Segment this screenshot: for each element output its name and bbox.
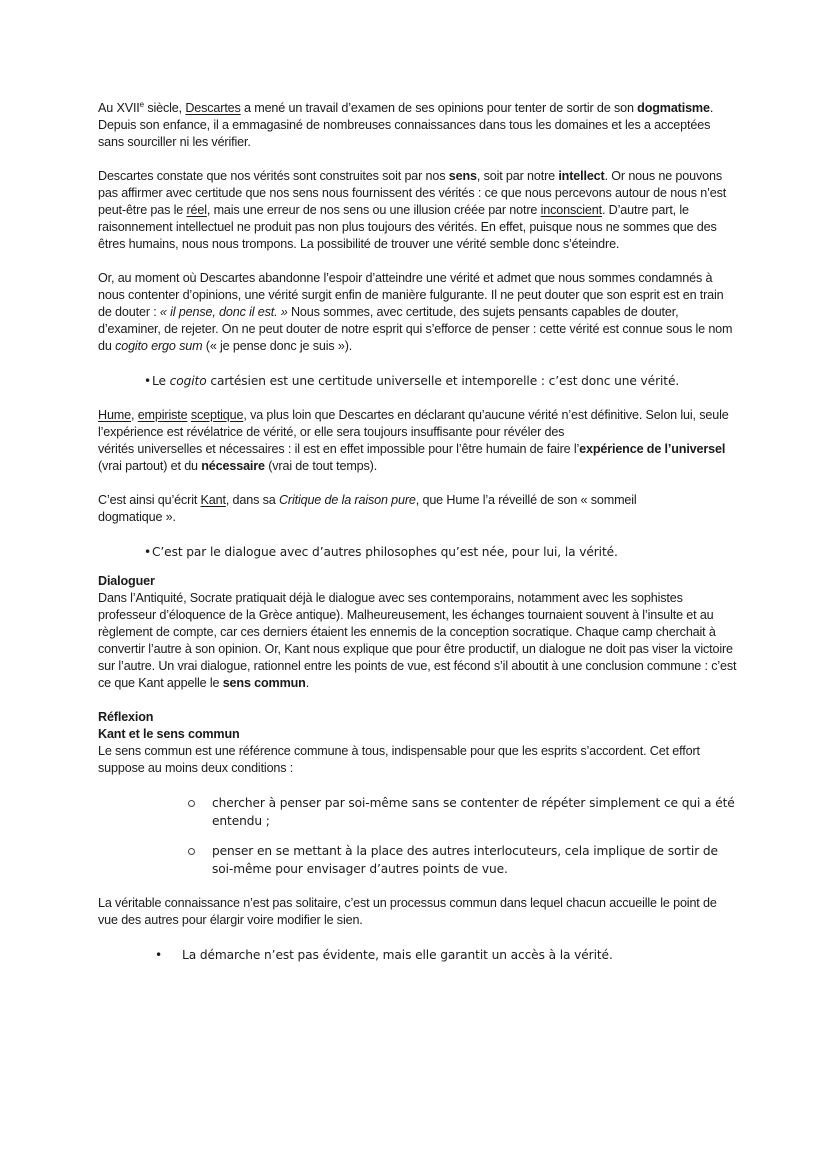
paragraph-intro: Au XVIIe siècle, Descartes a mené un travail d’examen de ses opinions pour tenter de sortir de son dogmatisme. Depuis son enfance, il a emmagasiné de nombreuses connaissances dans tous les domaines et les a acceptées sans sourciller ni les vérifier. <box>98 99 714 149</box>
term-sens: sens <box>448 169 477 183</box>
paragraph-kant-critique: C’est ainsi qu’écrit Kant, dans sa Critique de la raison pure, que Hume l’a réveillé de son « sommeil dogmatique ». <box>98 493 637 524</box>
title-critique-raison-pure: Critique de la raison pure <box>278 493 416 507</box>
conditions-list <box>98 794 738 878</box>
bullet-dot-icon: • <box>144 545 152 559</box>
paragraph-sens-commun: Le sens commun est une référence commune à tous, indispensable pour que les esprits s’accordent. Cet effort suppose au moins deux conditions : <box>98 744 700 775</box>
term-sceptique: sceptique <box>190 408 244 422</box>
paragraph-cogito: Or, au moment où Descartes abandonne l’espoir d’atteindre une vérité et admet que nous sommes condamnés à nous contenter d’opinions, une vérité surgit enfin de manière fulgurante. Il ne peut douter que son esprit est en train de douter : « il pense, donc il est. » Nous sommes, avec certitude, des sujets pensants capables de douter, d’examiner, de rejeter. On ne peut douter de notre esprit qui s’efforce de penser : cette vérité est connue sous le nom du cogito ergo sum (« je pense donc je suis »). <box>98 271 733 353</box>
circle-bullet-icon <box>188 800 195 807</box>
bullet-dialogue: • C’est par le dialogue avec d’autres philosophes qu’est née, pour lui, la vérité. <box>144 545 618 559</box>
subheading-kant-sens-commun: Kant et le sens commun <box>98 727 240 741</box>
heading-dialoguer: Dialoguer <box>98 574 155 588</box>
bullet-dot-icon: • <box>144 374 152 388</box>
descartes-link: Descartes <box>185 101 241 115</box>
term-hume: Hume <box>98 408 131 422</box>
term-sens-commun: sens commun <box>222 676 306 690</box>
bullet-dot-icon: • <box>155 948 163 962</box>
circle-bullet-icon <box>188 848 195 855</box>
term-reel: réel <box>186 203 207 217</box>
heading-reflexion: Réflexion <box>98 710 154 724</box>
document-page <box>98 100 738 964</box>
term-inconscient: inconscient <box>540 203 602 217</box>
term-empiriste: empiriste <box>137 408 188 422</box>
term-cogito-ergo-sum: cogito ergo sum <box>115 339 203 353</box>
condition-item: penser en se mettant à la place des autres interlocuteurs, cela implique de sortir de soi-même pour envisager d’autres points de vue. <box>212 842 738 878</box>
quote-il-pense: « il pense, donc il est. » <box>159 305 288 319</box>
condition-item: chercher à penser par soi-même sans se contenter de répéter simplement ce qui a été entendu ; <box>212 794 738 830</box>
paragraph-connaissance: La véritable connaissance n’est pas solitaire, c’est un processus commun dans lequel chacun accueille le point de vue des autres pour élargir voire modifier le sien. <box>98 896 717 927</box>
term-dogmatisme: dogmatisme <box>637 101 710 115</box>
term-intellect: intellect <box>558 169 605 183</box>
bullet-demarche: • La démarche n’est pas évidente, mais elle garantit un accès à la vérité. <box>155 948 613 962</box>
paragraph-descartes-constate: Descartes constate que nos vérités sont construites soit par nos sens, soit par notre intellect. Or nous ne pouvons pas affirmer avec certitude que nos sens nous fournissent des vérités : ce que nous percevons autour de nous n’est peut-être pas le réel, mais une erreur de nos sens ou une illusion créée par notre inconscient. D’autre part, le raisonnement intellectuel ne produit pas non plus toujours des vérités. En effet, puisque nous ne sommes que des êtres humains, nous nous trompons. La possibilité de trouver une vérité semble donc s’éteindre. <box>98 169 727 251</box>
paragraph-dialoguer: Dans l’Antiquité, Socrate pratiquait déjà le dialogue avec ses contemporains, notamment avec les sophistes professeur d’éloquence de la Grèce antique). Malheureusement, les échanges tournaient souvent à l’insulte et au règlement de compte, car ces derniers étaient les ennemis de la conception socratique. Chaque camp cherchait à convertir l’autre à son opinion. Or, Kant nous explique que pour être productif, un dialogue ne doit pas viser la victoire sur l’autre. Un vrai dialogue, rationnel entre les points de vue, est fécond s’il aboutit à une conclusion commune : c’est ce que Kant appelle le sens commun. <box>98 591 737 690</box>
bullet-cogito: • Le cogito cartésien est une certitude universelle et intemporelle : c’est donc une vérité. <box>144 374 680 388</box>
term-kant: Kant <box>200 493 226 507</box>
term-experience-universel: expérience de l’universel <box>579 442 726 456</box>
paragraph-hume: Hume, empiriste sceptique, va plus loin que Descartes en déclarant qu’aucune vérité n’est définitive. Selon lui, seule l’expérience est révélatrice de vérité, or elle sera toujours insuffisante pour révéler des vérités universelles et nécessaires : il est en effet impossible pour l’être humain de faire l’expérience de l’universel (vrai partout) et du nécessaire (vrai de tout temps). <box>98 408 729 473</box>
term-necessaire: nécessaire <box>201 459 265 473</box>
